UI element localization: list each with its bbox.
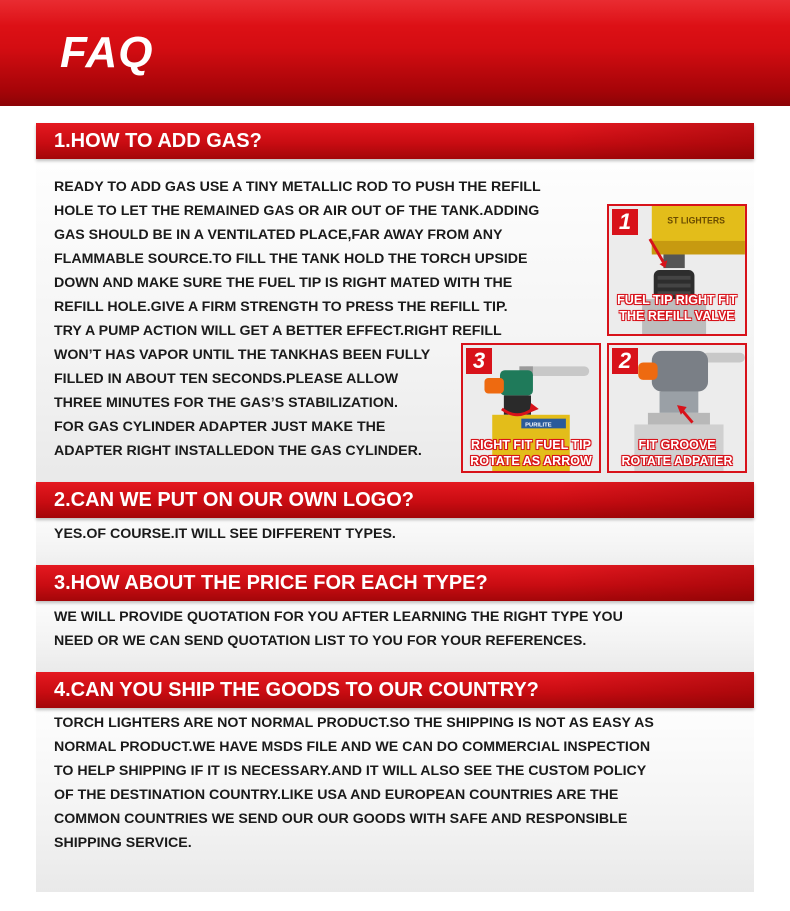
section-1-title: 1.HOW TO ADD GAS? [54, 130, 262, 152]
step-number-3: 3 [466, 348, 492, 374]
section-2-body [54, 522, 396, 546]
body-line: GAS SHOULD BE IN A VENTILATED PLACE,FAR AWAY FROM ANY [54, 227, 503, 243]
photo-2-caption-1: FIT GROOVE [638, 438, 716, 452]
step-number-1: 1 [612, 209, 638, 235]
section-2-header [36, 482, 754, 518]
section-1-header [36, 123, 754, 159]
photo-2-caption-2: ROTATE ADPATER [621, 454, 733, 468]
body-line: WE WILL PROVIDE QUOTATION FOR YOU AFTER LEARNING THE RIGHT TYPE YOU [54, 609, 623, 625]
body-line: FILLED IN ABOUT TEN SECONDS.PLEASE ALLOW [54, 371, 399, 387]
body-line: OF THE DESTINATION COUNTRY.LIKE USA AND EUROPEAN COUNTRIES ARE THE [54, 787, 619, 803]
refill-photo-3 [461, 343, 601, 473]
faq-banner [0, 0, 790, 106]
body-line: TRY A PUMP ACTION WILL GET A BETTER EFFECT.RIGHT REFILL [54, 323, 502, 339]
step-number-2: 2 [612, 348, 638, 374]
body-line: DOWN AND MAKE SURE THE FUEL TIP IS RIGHT MATED WITH THE [54, 275, 513, 291]
body-line: ADAPTER RIGHT INSTALLEDON THE GAS CYLINDER. [54, 443, 422, 459]
body-line: READY TO ADD GAS USE A TINY METALLIC ROD TO PUSH THE REFILL [54, 179, 541, 195]
body-line: HOLE TO LET THE REMAINED GAS OR AIR OUT OF THE TANK.ADDING [54, 203, 540, 219]
body-line: REFILL HOLE.GIVE A FIRM STRENGTH TO PRESS THE REFILL TIP. [54, 299, 508, 315]
can-label: ST LIGHTERS [667, 215, 725, 226]
section-3-body [54, 605, 623, 653]
body-line: NEED OR WE CAN SEND QUOTATION LIST TO YOU FOR YOUR REFERENCES. [54, 633, 587, 649]
body-line: FLAMMABLE SOURCE.TO FILL THE TANK HOLD THE TORCH UPSIDE [54, 251, 528, 267]
can-label: PURILITE [525, 422, 552, 429]
photo-1-caption-1: FUEL TIP RIGHT FIT [617, 293, 737, 307]
body-line: TORCH LIGHTERS ARE NOT NORMAL PRODUCT.SO THE SHIPPING IS NOT AS EASY AS [54, 715, 654, 731]
page-title: FAQ [60, 28, 154, 77]
photo-1-caption-2: THE REFILL VALVE [619, 309, 735, 323]
photo-3-caption-2: ROTATE AS ARROW [470, 454, 592, 468]
section-3-title: 3.HOW ABOUT THE PRICE FOR EACH TYPE? [54, 572, 488, 594]
section-3-header [36, 565, 754, 601]
section-4-title: 4.CAN YOU SHIP THE GOODS TO OUR COUNTRY? [54, 679, 539, 701]
body-line: SHIPPING SERVICE. [54, 835, 192, 851]
body-line: FOR GAS CYLINDER ADAPTER JUST MAKE THE [54, 419, 386, 435]
body-line: COMMON COUNTRIES WE SEND OUR OUR GOODS WITH SAFE AND RESPONSIBLE [54, 811, 628, 827]
section-2-title: 2.CAN WE PUT ON OUR OWN LOGO? [54, 489, 414, 511]
body-line: TO HELP SHIPPING IF IT IS NECESSARY.AND IT WILL ALSO SEE THE CUSTOM POLICY [54, 763, 647, 779]
body-line: WON’T HAS VAPOR UNTIL THE TANKHAS BEEN FULLY [54, 347, 431, 363]
refill-photo-2 [607, 343, 747, 473]
body-line: THREE MINUTES FOR THE GAS’S STABILIZATION. [54, 395, 398, 411]
section-4-header [36, 672, 754, 708]
body-line: YES.OF COURSE.IT WILL SEE DIFFERENT TYPES. [54, 526, 396, 542]
photo-3-caption-1: RIGHT FIT FUEL TIP [471, 438, 591, 452]
section-4-body [54, 711, 654, 855]
body-line: NORMAL PRODUCT.WE HAVE MSDS FILE AND WE CAN DO COMMERCIAL INSPECTION [54, 739, 651, 755]
refill-photo-1 [607, 204, 747, 336]
